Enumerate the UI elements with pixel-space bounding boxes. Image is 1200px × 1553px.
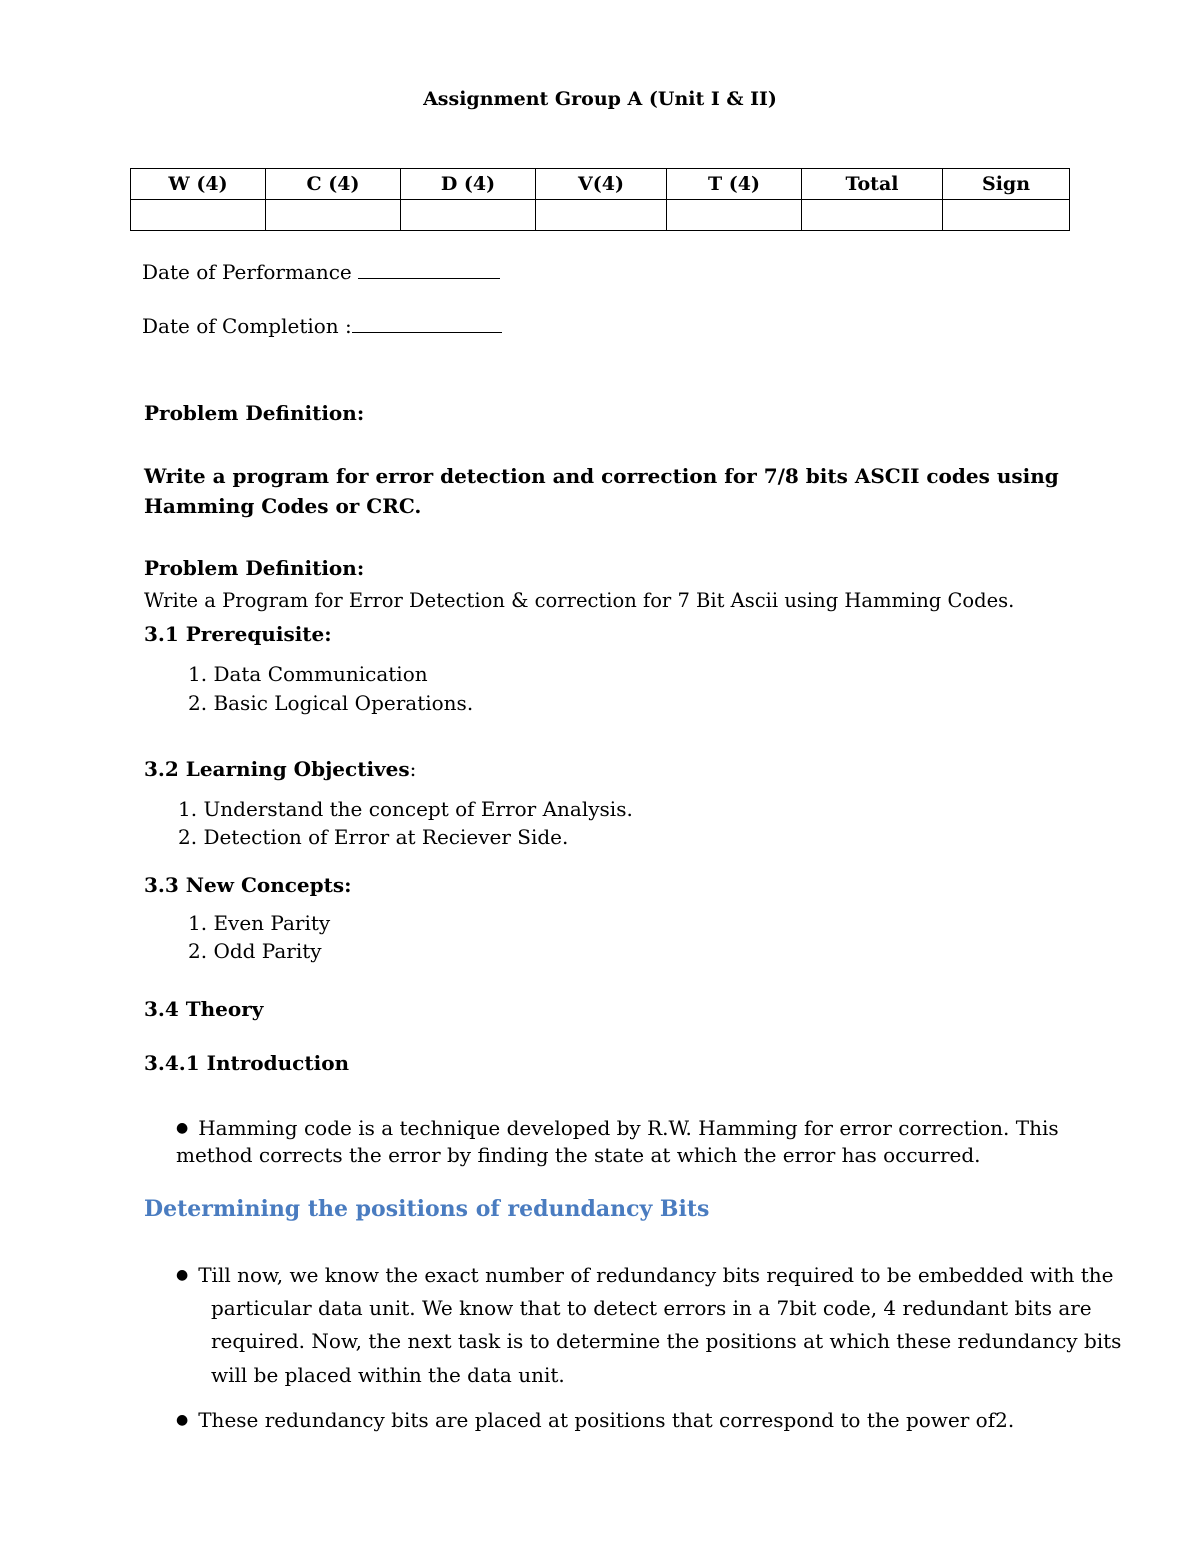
intro-text-1: Hamming code is a technique developed by R.W. Hamming for error correction. This (198, 1116, 1059, 1140)
learning-objectives-colon: : (409, 757, 417, 781)
date-performance-label: Date of Performance (142, 260, 352, 284)
marks-value-row (131, 200, 1070, 231)
introduction-heading: 3.4.1 Introduction (144, 1051, 350, 1075)
date-performance-blank[interactable] (358, 262, 500, 279)
bullet-icon: ● (176, 1120, 189, 1136)
intro-bullet-line1 (176, 1116, 1059, 1140)
new-concepts-heading: 3.3 New Concepts: (144, 873, 352, 897)
concept-item-1: 1. Even Parity (188, 911, 331, 935)
header-total: Total (802, 169, 943, 200)
bullet-icon: ● (176, 1267, 189, 1283)
header-d: D (4) (401, 169, 536, 200)
redundancy-text-1: Till now, we know the exact number of redundancy bits required to be embedded with the (198, 1263, 1114, 1287)
date-of-performance (142, 260, 500, 284)
redundancy-bullet1-line2: particular data unit. We know that to detect errors in a 7bit code, 4 redundant bits are (211, 1296, 1092, 1320)
cell-sign[interactable] (943, 200, 1070, 231)
redundancy-text-2: These redundancy bits are placed at positions that correspond to the power of2. (198, 1408, 1015, 1432)
prerequisite-item-2: 2. Basic Logical Operations. (188, 691, 474, 715)
header-c: C (4) (266, 169, 401, 200)
problem-statement-line1: Write a program for error detection and correction for 7/8 bits ASCII codes using (144, 464, 1059, 488)
cell-v[interactable] (536, 200, 667, 231)
date-completion-blank[interactable] (352, 316, 502, 333)
learning-objectives-title: 3.2 Learning Objectives (144, 757, 410, 781)
redundancy-heading: Determining the positions of redundancy Bits (144, 1196, 710, 1222)
concept-item-2: 2. Odd Parity (188, 939, 322, 963)
header-sign: Sign (943, 169, 1070, 200)
prerequisite-item-1: 1. Data Communication (188, 662, 428, 686)
marks-table (130, 168, 1070, 231)
redundancy-bullet1-line1 (176, 1263, 1113, 1287)
redundancy-bullet1-line3: required. Now, the next task is to determine the positions at which these redundancy bits (211, 1329, 1122, 1353)
bullet-icon: ● (176, 1412, 189, 1428)
cell-c[interactable] (266, 200, 401, 231)
objective-item-2: 2. Detection of Error at Reciever Side. (178, 825, 569, 849)
problem-statement-line2: Hamming Codes or CRC. (144, 494, 422, 518)
objective-item-1: 1. Understand the concept of Error Analysis. (178, 797, 633, 821)
page-title: Assignment Group A (Unit I & II) (423, 88, 777, 110)
redundancy-bullet1-line4: will be placed within the data unit. (211, 1363, 565, 1387)
theory-heading: 3.4 Theory (144, 997, 264, 1021)
intro-bullet-line2: method corrects the error by finding the state at which the error has occurred. (176, 1143, 981, 1167)
cell-w[interactable] (131, 200, 266, 231)
prerequisite-heading: 3.1 Prerequisite: (144, 622, 332, 646)
learning-objectives-heading (144, 757, 416, 781)
header-v: V(4) (536, 169, 667, 200)
header-t: T (4) (667, 169, 802, 200)
redundancy-bullet2-line1 (176, 1408, 1014, 1432)
cell-d[interactable] (401, 200, 536, 231)
date-of-completion (142, 314, 502, 338)
cell-t[interactable] (667, 200, 802, 231)
problem-definition-text: Write a Program for Error Detection & correction for 7 Bit Ascii using Hamming Codes. (144, 589, 1015, 612)
header-w: W (4) (131, 169, 266, 200)
date-completion-label: Date of Completion : (142, 314, 352, 338)
cell-total[interactable] (802, 200, 943, 231)
problem-definition-heading: Problem Definition: (144, 401, 365, 425)
marks-header-row (131, 169, 1070, 200)
problem-definition-heading-2: Problem Definition: (144, 556, 365, 580)
